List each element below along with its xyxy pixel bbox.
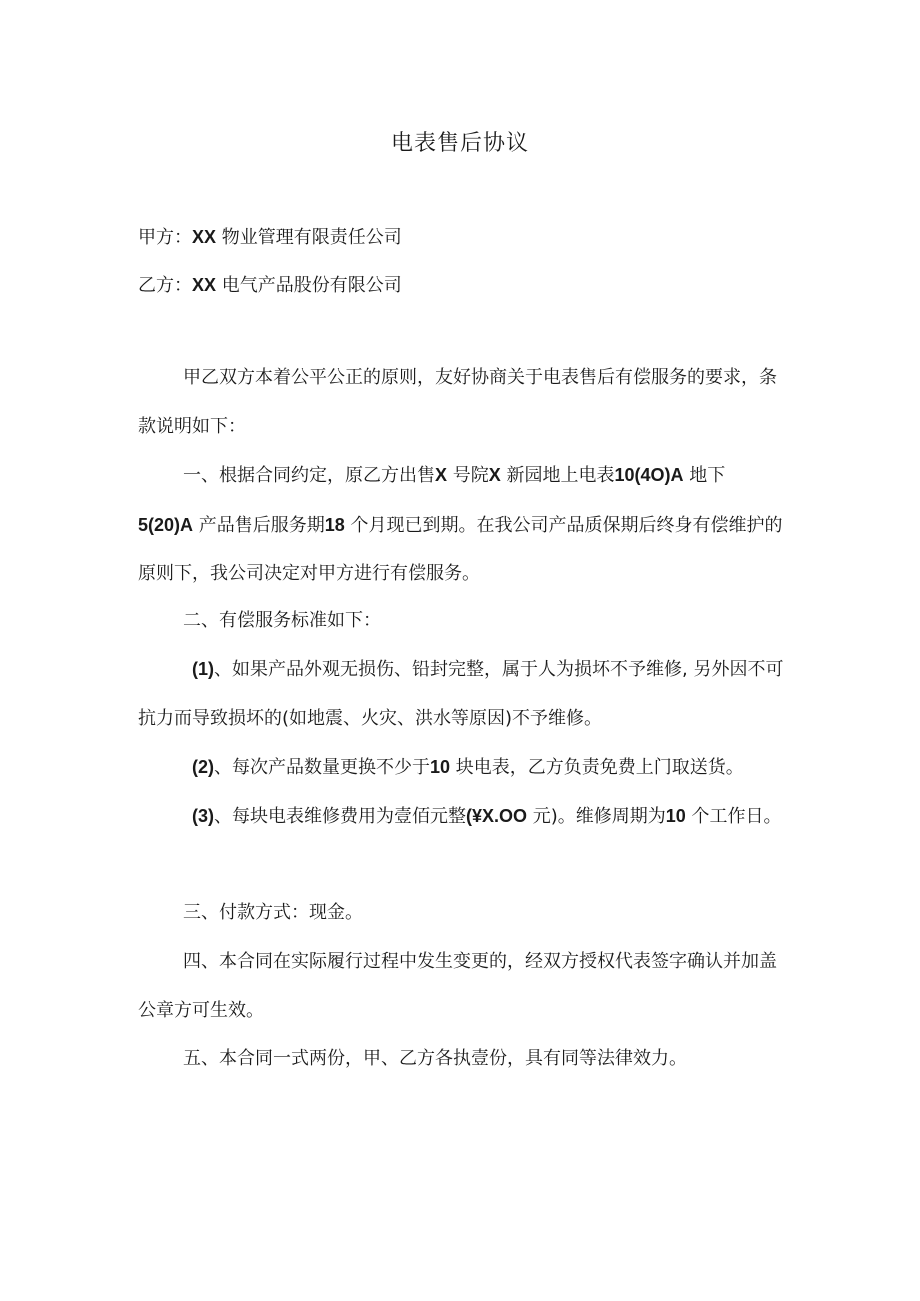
party-b-name-code: XX [192,275,217,295]
service-item-3 [138,792,786,842]
clause-1-text: 个月现已到期。在我公司产品质保期后终身有偿维护的原则下，我公司决定对甲方进行有偿服务。 [138,514,783,585]
item-3-text: 元)。维修周期为 [532,806,666,827]
party-b-label: 乙方： [138,275,192,296]
clause-1-bold: 10(4O)A [614,465,684,485]
item-1-number: (1) [192,659,214,679]
service-item-2 [138,743,786,793]
item-2-number: (2) [192,757,214,777]
clause-1-text: 产品售后服务期 [198,514,325,536]
clause-1-bold: X [488,465,501,485]
clause-1-text: 一、根据合同约定，原乙方出售 [183,465,435,486]
clause-1-bold: X [435,465,448,485]
party-a-label: 甲方： [138,227,192,248]
item-2-text: 块电表，乙方负责免费上门取送货。 [455,757,744,778]
item-2-text: 、每次产品数量更换不少于 [214,757,430,778]
clause-3: 三、付款方式：现金。 [183,902,363,923]
clause-4: 四、本合同在实际履行过程中发生变更的，经双方授权代表签字确认并加盖公章方可生效。 [138,951,777,1021]
party-a [138,222,402,253]
item-3-number: (3) [192,806,214,826]
item-2-bold: 10 [430,757,451,777]
party-b-name: 电气产品股份有限公司 [221,275,402,296]
item-3-text: 个工作日。 [691,806,782,827]
clause-1-text: 地下 [689,465,726,486]
service-item-1 [138,645,786,743]
item-1-text: 、如果产品外观无损伤、铅封完整，属于人为损坏不予维修, 另外因不可抗力而导致损坏的(如地震、火灾、洪水等原因)不予维修。 [138,659,784,729]
clause-1-bold: 18 [324,514,345,535]
party-a-name-code: XX [192,227,217,247]
party-a-name: 物业管理有限责任公司 [221,227,402,248]
clause-1 [138,451,786,599]
clause-1-text: 号院 [452,465,489,486]
item-3-bold: 10 [665,806,686,826]
clause-1-text: 新园地上电表 [506,465,615,486]
document-title: 电表售后协议 [390,131,529,156]
clause-1-bold: 5(20)A [138,514,194,535]
party-b [138,270,402,301]
item-3-text: 、每块电表维修费用为壹佰元整 [214,806,466,827]
item-3-bold: (¥X.OO [466,806,528,826]
clause-2: 二、有偿服务标准如下： [183,610,381,631]
clause-5: 五、本合同一式两份，甲、乙方各执壹份，具有同等法律效力。 [183,1048,687,1069]
intro-paragraph: 甲乙双方本着公平公正的原则，友好协商关于电表售后有偿服务的要求，条款说明如下： [138,367,777,437]
